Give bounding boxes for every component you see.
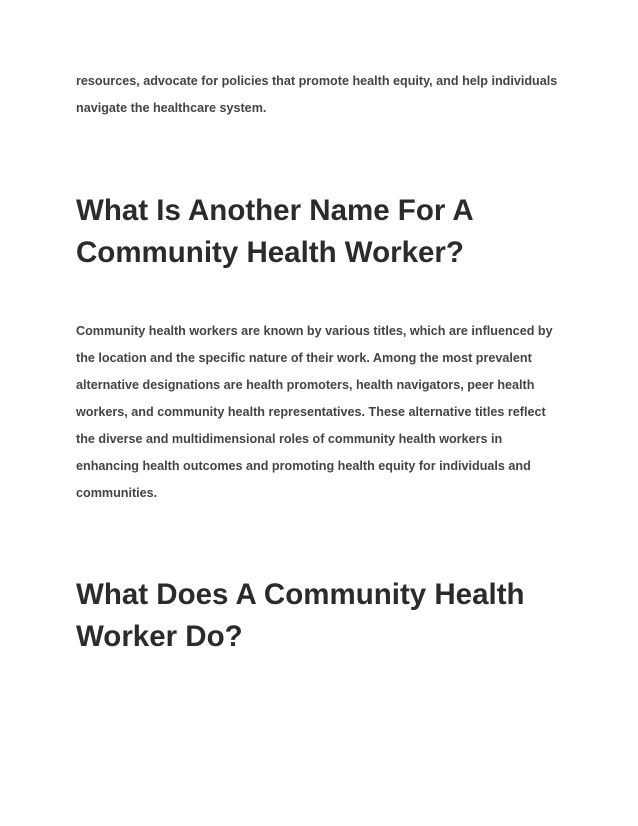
paragraph-line: alternative designations are health promoters, health navigators, peer health — [76, 378, 535, 392]
paragraph-line: the diverse and multidimensional roles of community health workers in — [76, 432, 503, 446]
heading-line: Worker Do? — [76, 620, 243, 653]
heading-line: What Does A Community Health — [76, 578, 525, 611]
paragraph-line: resources, advocate for policies that promote health equity, and help individuals — [76, 74, 558, 88]
paragraph-line: the location and the specific nature of their work. Among the most prevalent — [76, 351, 532, 365]
section-heading-what-does — [76, 574, 525, 658]
section-heading-another-name — [76, 190, 474, 274]
paragraph-line: workers, and community health representatives. These alternative titles reflect — [76, 405, 546, 419]
paragraph-line: Community health workers are known by various titles, which are influenced by — [76, 324, 553, 338]
paragraph-line: enhancing health outcomes and promoting health equity for individuals and — [76, 459, 531, 473]
section-paragraph-another-name — [76, 318, 553, 507]
heading-line: Community Health Worker? — [76, 236, 464, 269]
paragraph-line: communities. — [76, 486, 158, 500]
paragraph-line: navigate the healthcare system. — [76, 101, 267, 115]
heading-line: What Is Another Name For A — [76, 194, 474, 227]
intro-paragraph — [76, 68, 557, 122]
